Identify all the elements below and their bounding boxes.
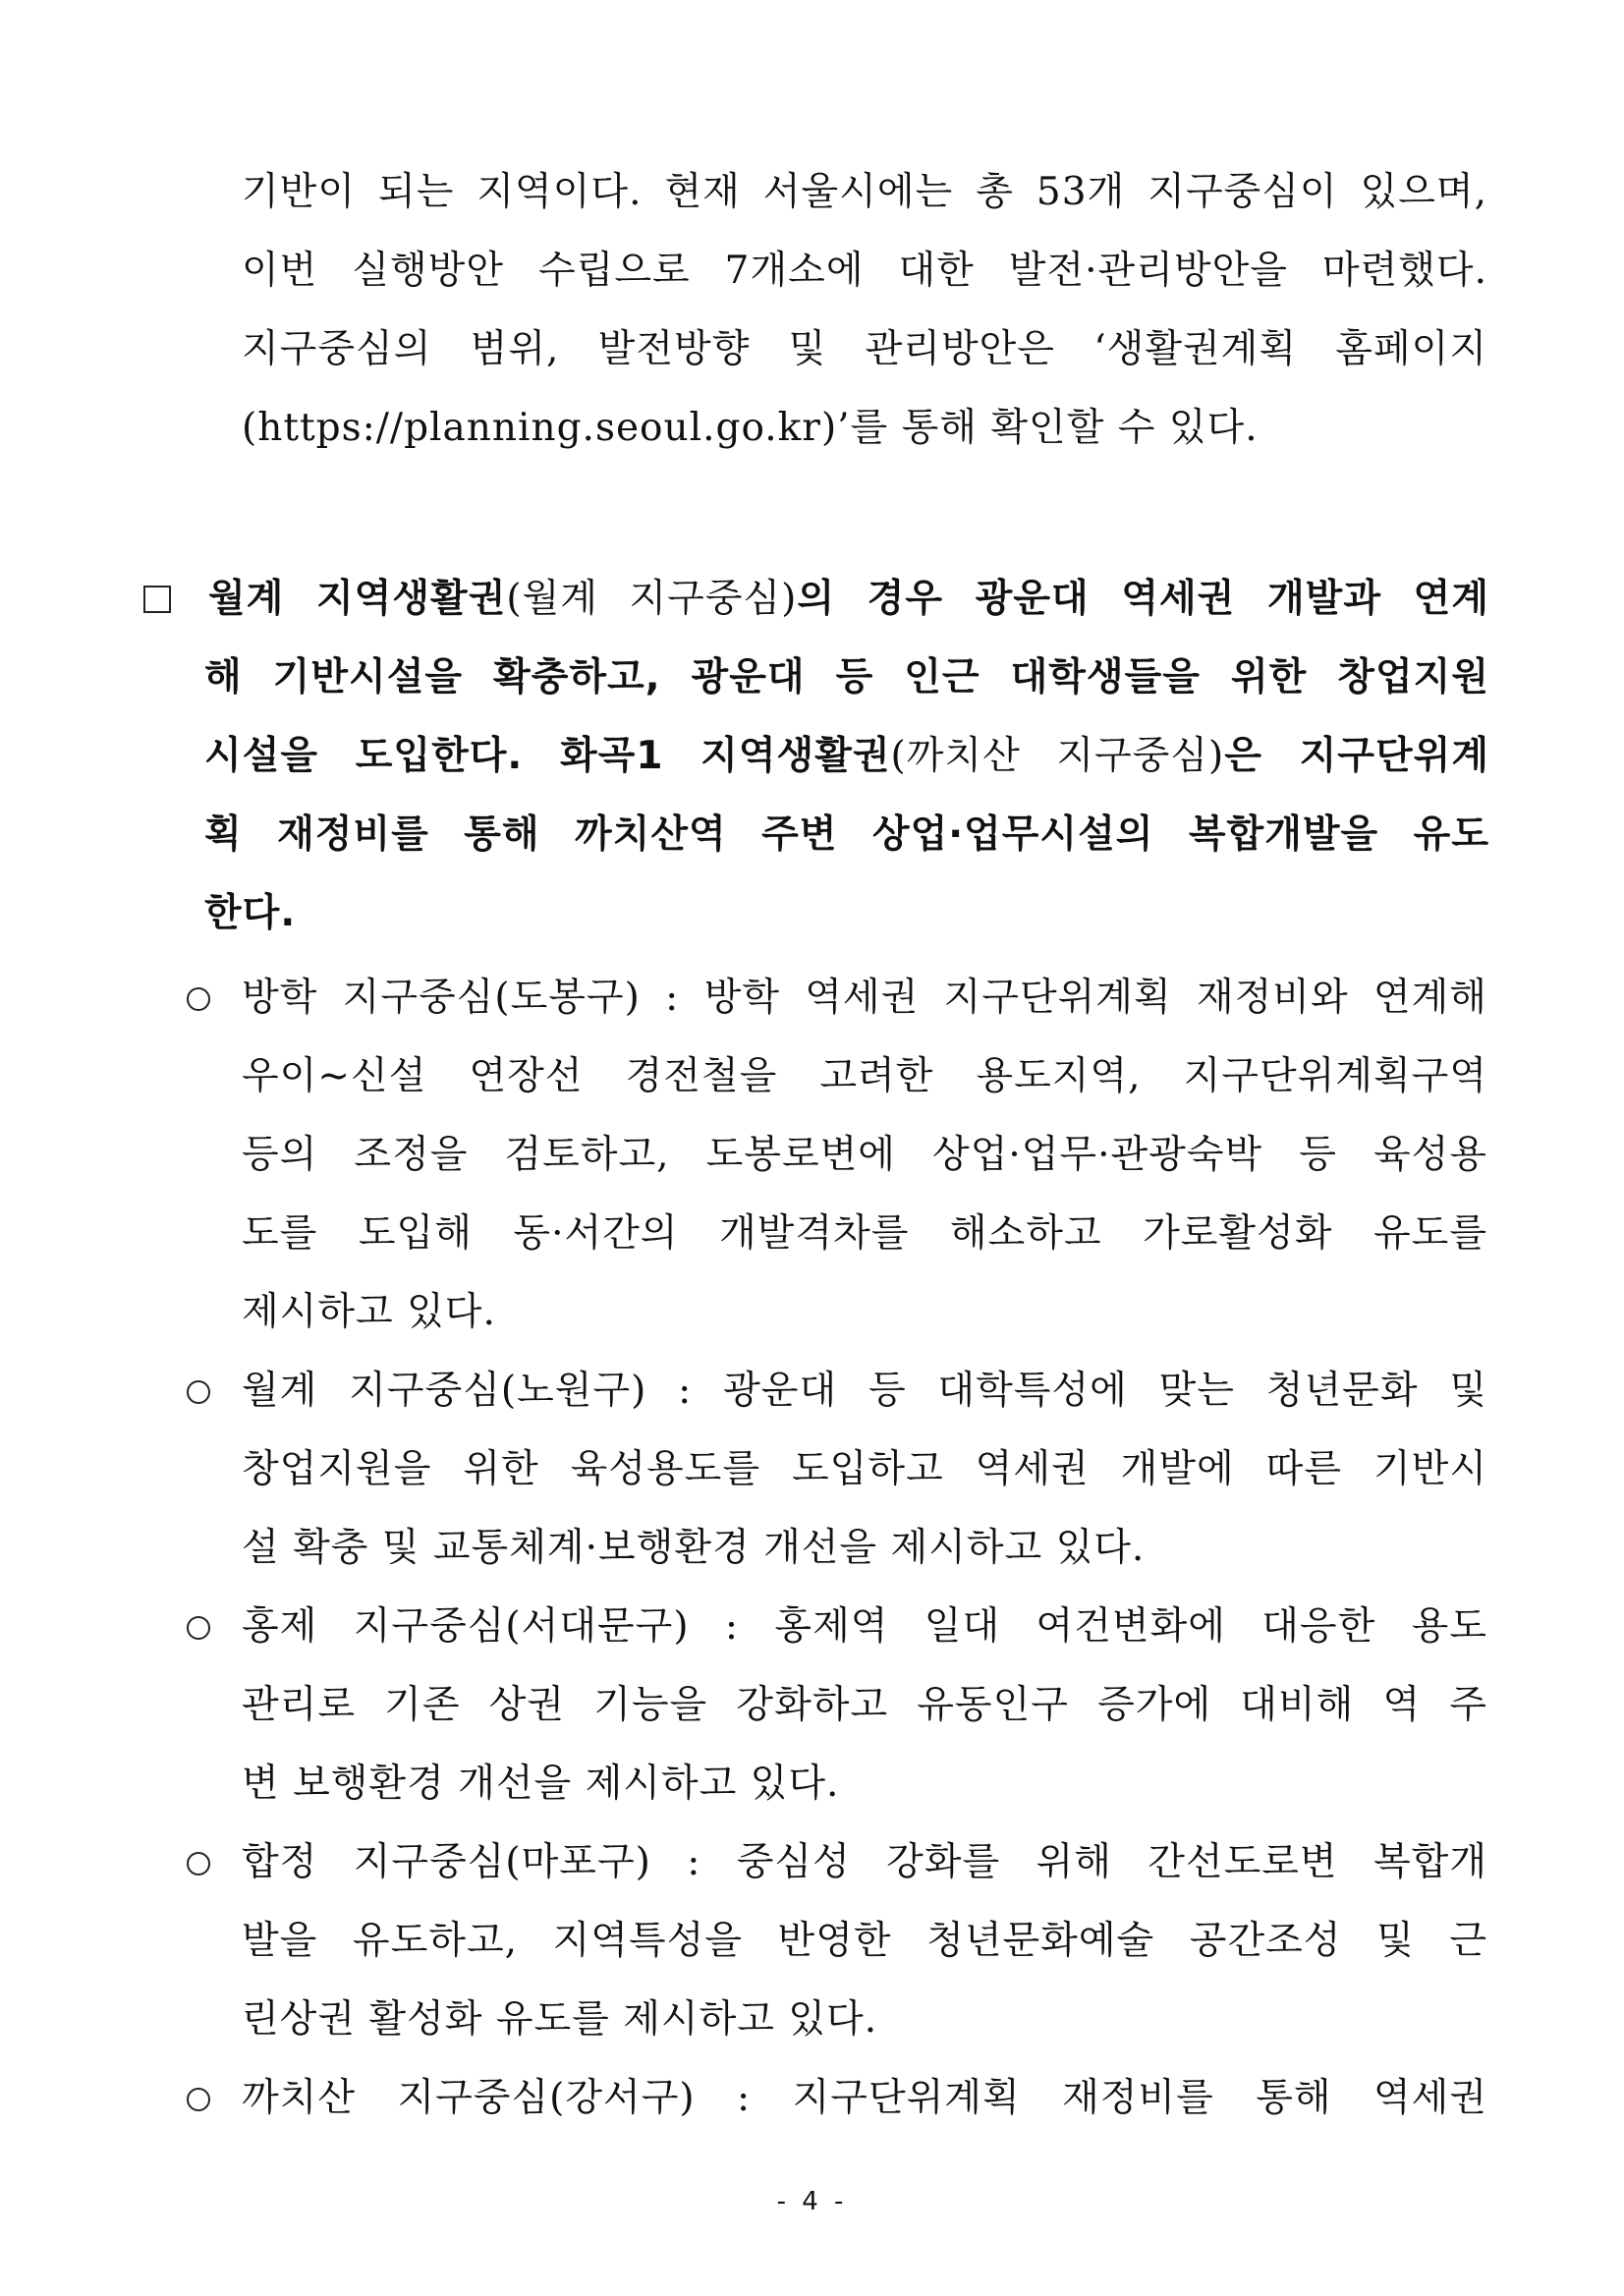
circle-bullet-icon (187, 2088, 210, 2111)
section-line-1 (208, 570, 1489, 629)
bullet-1-line-1: 방학 지구중심(도봉구) : 방학 역세권 지구단위계획 재정비와 연계해 (242, 976, 1487, 1020)
bullet-1-line-2: 우이~신설 연장선 경전철을 고려한 용도지역, 지구단위계획구역 (242, 1054, 1487, 1098)
bullet-4-line-2: 발을 유도하고, 지역특성을 반영한 청년문화예술 공간조성 및 근 (242, 1919, 1487, 1963)
section-line-1-part1: 월계 지역생활권 (208, 577, 507, 621)
intro-line-4: (https://planning.seoul.go.kr)’를 통해 확인할 수 있다. (242, 406, 1259, 450)
section-line-1-part2: (월계 지구중심) (506, 577, 798, 621)
bullet-1-line-4: 도를 도입해 동·서간의 개발격차를 해소하고 가로활성화 유도를 (242, 1211, 1487, 1256)
section-line-3-part2: (까치산 지구중심) (890, 734, 1225, 778)
intro-line-2: 이번 실행방안 수립으로 7개소에 대한 발전·관리방안을 마련했다. (242, 249, 1487, 293)
intro-line-3: 지구중심의 범위, 발전방향 및 관리방안은 ‘생활권계획 홈페이지 (242, 327, 1487, 371)
bullet-2-line-3: 설 확충 및 교통체계·보행환경 개선을 제시하고 있다. (242, 1526, 1146, 1570)
section-line-1-part3: 의 경우 광운대 역세권 개발과 연계 (797, 577, 1490, 621)
section-line-3 (204, 727, 1489, 786)
circle-bullet-icon (187, 1380, 210, 1404)
checkbox-icon (143, 586, 171, 613)
section-line-3-part3: 은 지구단위계 (1224, 734, 1489, 778)
bullet-3-line-2: 관리로 기존 상권 기능을 강화하고 유동인구 증가에 대비해 역 주 (242, 1683, 1487, 1727)
section-line-4: 획 재정비를 통해 까치산역 주변 상업·업무시설의 복합개발을 유도 (204, 812, 1489, 857)
bullet-1-line-3: 등의 조정을 검토하고, 도봉로변에 상업·업무·관광숙박 등 육성용 (242, 1133, 1487, 1177)
bullet-3-line-1: 홍제 지구중심(서대문구) : 홍제역 일대 여건변화에 대응한 용도 (242, 1604, 1487, 1649)
circle-bullet-icon (187, 1852, 210, 1876)
circle-bullet-icon (187, 1616, 210, 1640)
circle-bullet-icon (187, 987, 210, 1011)
intro-line-1: 기반이 되는 지역이다. 현재 서울시에는 총 53개 지구중심이 있으며, (242, 170, 1487, 214)
bullet-2-line-2: 창업지원을 위한 육성용도를 도입하고 역세권 개발에 따른 기반시 (242, 1447, 1487, 1491)
page-number: - 4 - (776, 2187, 848, 2216)
section-line-3-part1: 시설을 도입한다. 화곡1 지역생활권 (204, 734, 891, 778)
bullet-1-line-5: 제시하고 있다. (242, 1290, 496, 1334)
bullet-2-line-1: 월계 지구중심(노원구) : 광운대 등 대학특성에 맞는 청년문화 및 (242, 1369, 1487, 1413)
section-line-2: 해 기반시설을 확충하고, 광운대 등 인근 대학생들을 위한 창업지원 (204, 655, 1489, 700)
bullet-4-line-1: 합정 지구중심(마포구) : 중심성 강화를 위해 간선도로변 복합개 (242, 1840, 1487, 1884)
bullet-5-line-1: 까치산 지구중심(강서구) : 지구단위계획 재정비를 통해 역세권 (242, 2076, 1487, 2120)
section-line-5: 한다. (204, 891, 297, 935)
bullet-3-line-3: 변 보행환경 개선을 제시하고 있다. (242, 1762, 840, 1806)
bullet-4-line-3: 린상권 활성화 유도를 제시하고 있다. (242, 1997, 878, 2042)
